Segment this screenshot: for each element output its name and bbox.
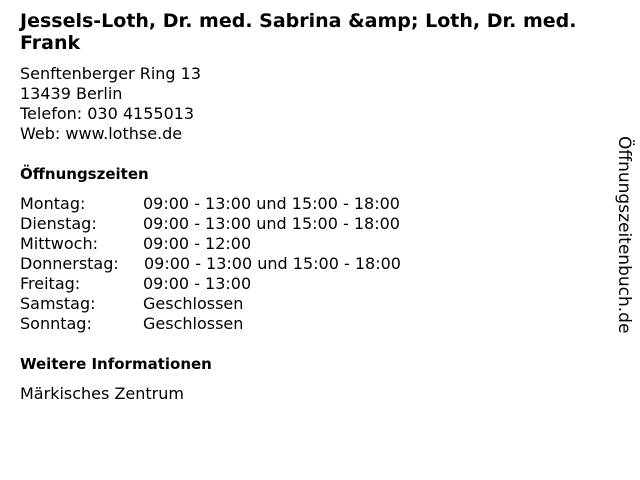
hours-day-label: Sonntag:	[20, 314, 92, 333]
brand-watermark: Öffnungszeitenbuch.de	[614, 136, 634, 334]
hours-row-sunday	[20, 314, 401, 334]
hours-row-monday	[20, 194, 401, 214]
hours-row-friday	[20, 274, 401, 294]
hours-day-label: Freitag:	[20, 274, 81, 293]
hours-day-label: Mittwoch:	[20, 234, 98, 253]
city-address: 13439 Berlin	[20, 84, 123, 103]
hours-day-label: Donnerstag:	[20, 254, 119, 273]
opening-hours-heading: Öffnungszeiten	[20, 165, 149, 183]
hours-row-saturday	[20, 294, 401, 314]
phone-number: Telefon: 030 4155013	[20, 104, 195, 123]
hours-time-value: 09:00 - 12:00	[143, 234, 252, 253]
hours-row-wednesday	[20, 234, 401, 254]
hours-day-label: Dienstag:	[20, 214, 97, 233]
more-info-heading: Weitere Informationen	[20, 355, 212, 373]
hours-time-value: Geschlossen	[143, 294, 244, 313]
opening-hours-table	[20, 194, 401, 334]
hours-day-label: Montag:	[20, 194, 86, 213]
hours-time-value: 09:00 - 13:00	[143, 274, 252, 293]
hours-time-value: 09:00 - 13:00 und 15:00 - 18:00	[144, 254, 401, 273]
more-info-text: Märkisches Zentrum	[20, 384, 184, 403]
street-address: Senftenberger Ring 13	[20, 64, 202, 83]
address-block	[20, 64, 201, 144]
hours-time-value: Geschlossen	[143, 314, 244, 333]
hours-time-value: 09:00 - 13:00 und 15:00 - 18:00	[143, 214, 400, 233]
hours-row-thursday	[20, 254, 401, 274]
business-name: Jessels-Loth, Dr. med. Sabrina &amp; Loth, Dr. med. Frank	[20, 10, 577, 54]
hours-row-tuesday	[20, 214, 401, 234]
website-link[interactable]: Web: www.lothse.de	[20, 124, 183, 143]
hours-time-value: 09:00 - 13:00 und 15:00 - 18:00	[143, 194, 400, 213]
hours-day-label: Samstag:	[20, 294, 96, 313]
